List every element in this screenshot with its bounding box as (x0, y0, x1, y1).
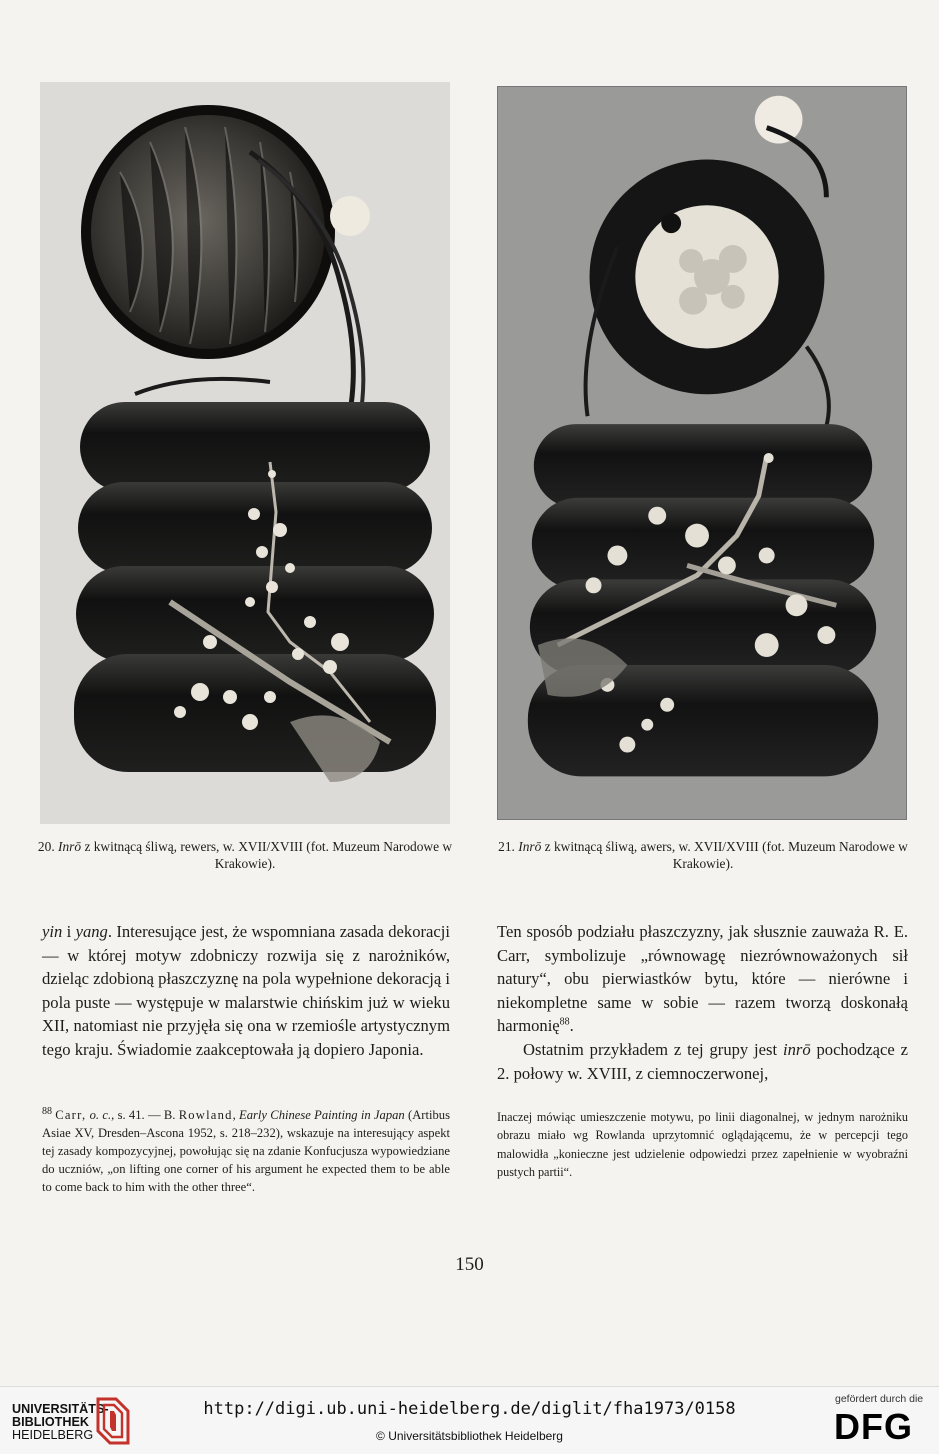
inro-reverse-illustration (40, 82, 450, 824)
inro-reverse-photo (40, 82, 450, 824)
inro-obverse-photo (497, 86, 907, 820)
paragraph-text: Ostatnim przykładem z tej grupy jest (523, 1039, 783, 1059)
footnote-text: s. 41. — B. (114, 1108, 179, 1122)
library-name-line: HEIDELBERG (12, 1428, 94, 1442)
paragraph (497, 1038, 908, 1085)
figure-term: Inrō (58, 839, 82, 854)
connector: i (62, 922, 76, 941)
permalink-url[interactable]: http://digi.ub.uni-heidelberg.de/diglit/fha1973/0158 (203, 1399, 736, 1419)
funded-by-label: gefördert durch die (835, 1393, 924, 1405)
paragraph-end: . (569, 1016, 574, 1036)
footnote-mark: 88 (42, 1105, 52, 1117)
figure-number: 21. (498, 839, 515, 854)
footnote-text: (Artibus Asiae XV, Dresden–Ascona 1952, s. 218–232), wskazuje na interesujący aspekt tej zasady kompozycyjnej, powołując się na zdanie Konfucjusza wypowiedziane do uczniów, „on lifting one corner of his argument he expected them to be able to come back to him with the other three“. (42, 1108, 450, 1194)
figure-term: Inrō (518, 839, 542, 854)
dfg-logo[interactable]: DFG (834, 1406, 913, 1447)
term-inro: inrō (782, 1039, 811, 1059)
term-yang: yang (75, 922, 108, 941)
library-name-line: BIBLIOTHEK (12, 1415, 89, 1429)
footnote-author: Carr, (55, 1108, 87, 1122)
figure-caption-text: z kwitnącą śliwą, rewers, w. XVII/XVIII (fot. Muzeum Narodowe w Krakowie). (81, 839, 453, 871)
footnote-88-continued: Inaczej mówiąc umieszczenie motywu, po linii diagonalnej, w jednym narożniku obrazu miało wg Rowlanda uprzytomnić oglądającemu, że w percepcji tego malowidła „konieczne jest udzielenie odpowiedzi przez zapełnienie w wyobraźni pustych partii“. (497, 1110, 908, 1179)
paragraph (42, 920, 450, 1062)
figure-20-caption (36, 838, 454, 872)
figure-21-caption (494, 838, 912, 872)
paragraph-text: pochodzące z 2. połowy w. XVIII, z ciemnoczerwonej, (497, 1039, 908, 1083)
footnote-title: Early Chinese Painting in Japan (239, 1108, 405, 1122)
paragraph-text: . Interesujące jest, że wspomniana zasada dekoracji — w której motyw zdobniczy rozwija się z narożników, dzieląc zdobioną płaszczyznę na pola wypełnione dekoracją i pola puste — występuje w malarstwie chińskim już w wieku XII, natomiast nie przyjęła się ona w rzemiośle artystycznym tego kraju. Świadomie zaakceptowała ją dopiero Japonia. (42, 922, 450, 1059)
footnote-reference[interactable]: 88 (559, 1016, 570, 1028)
figure-caption-text: z kwitnącą śliwą, awers, w. XVII/XVIII (fot. Muzeum Narodowe w Krakowie). (541, 839, 908, 871)
paragraph-text: Ten sposób podziału płaszczyzny, jak słusznie zauważa R. E. Carr, symbolizuje „równowagę niezrównoważonych sił natury“, obu pierwiastków bytu, które — nierówne i niekompletne same w sobie — razem tworzą doskonałą harmonię (497, 922, 908, 1036)
inro-obverse-illustration (498, 87, 906, 819)
paragraph (497, 920, 908, 1038)
copyright-notice: © Universitätsbibliothek Heidelberg (376, 1429, 563, 1443)
body-text-right (497, 920, 908, 1085)
footnote-88 (42, 1106, 450, 1196)
body-text-left (42, 920, 450, 1062)
page-number: 150 (455, 1254, 484, 1275)
figure-number: 20. (37, 839, 55, 854)
footnote-ref: o. c., (86, 1108, 115, 1122)
digitization-footer (0, 1386, 939, 1454)
footnote-author: Rowland (178, 1108, 233, 1122)
library-name-line: UNIVERSITÄTS- (12, 1402, 109, 1416)
term-yin: yin (42, 922, 63, 941)
footnote-text: , (232, 1108, 240, 1122)
